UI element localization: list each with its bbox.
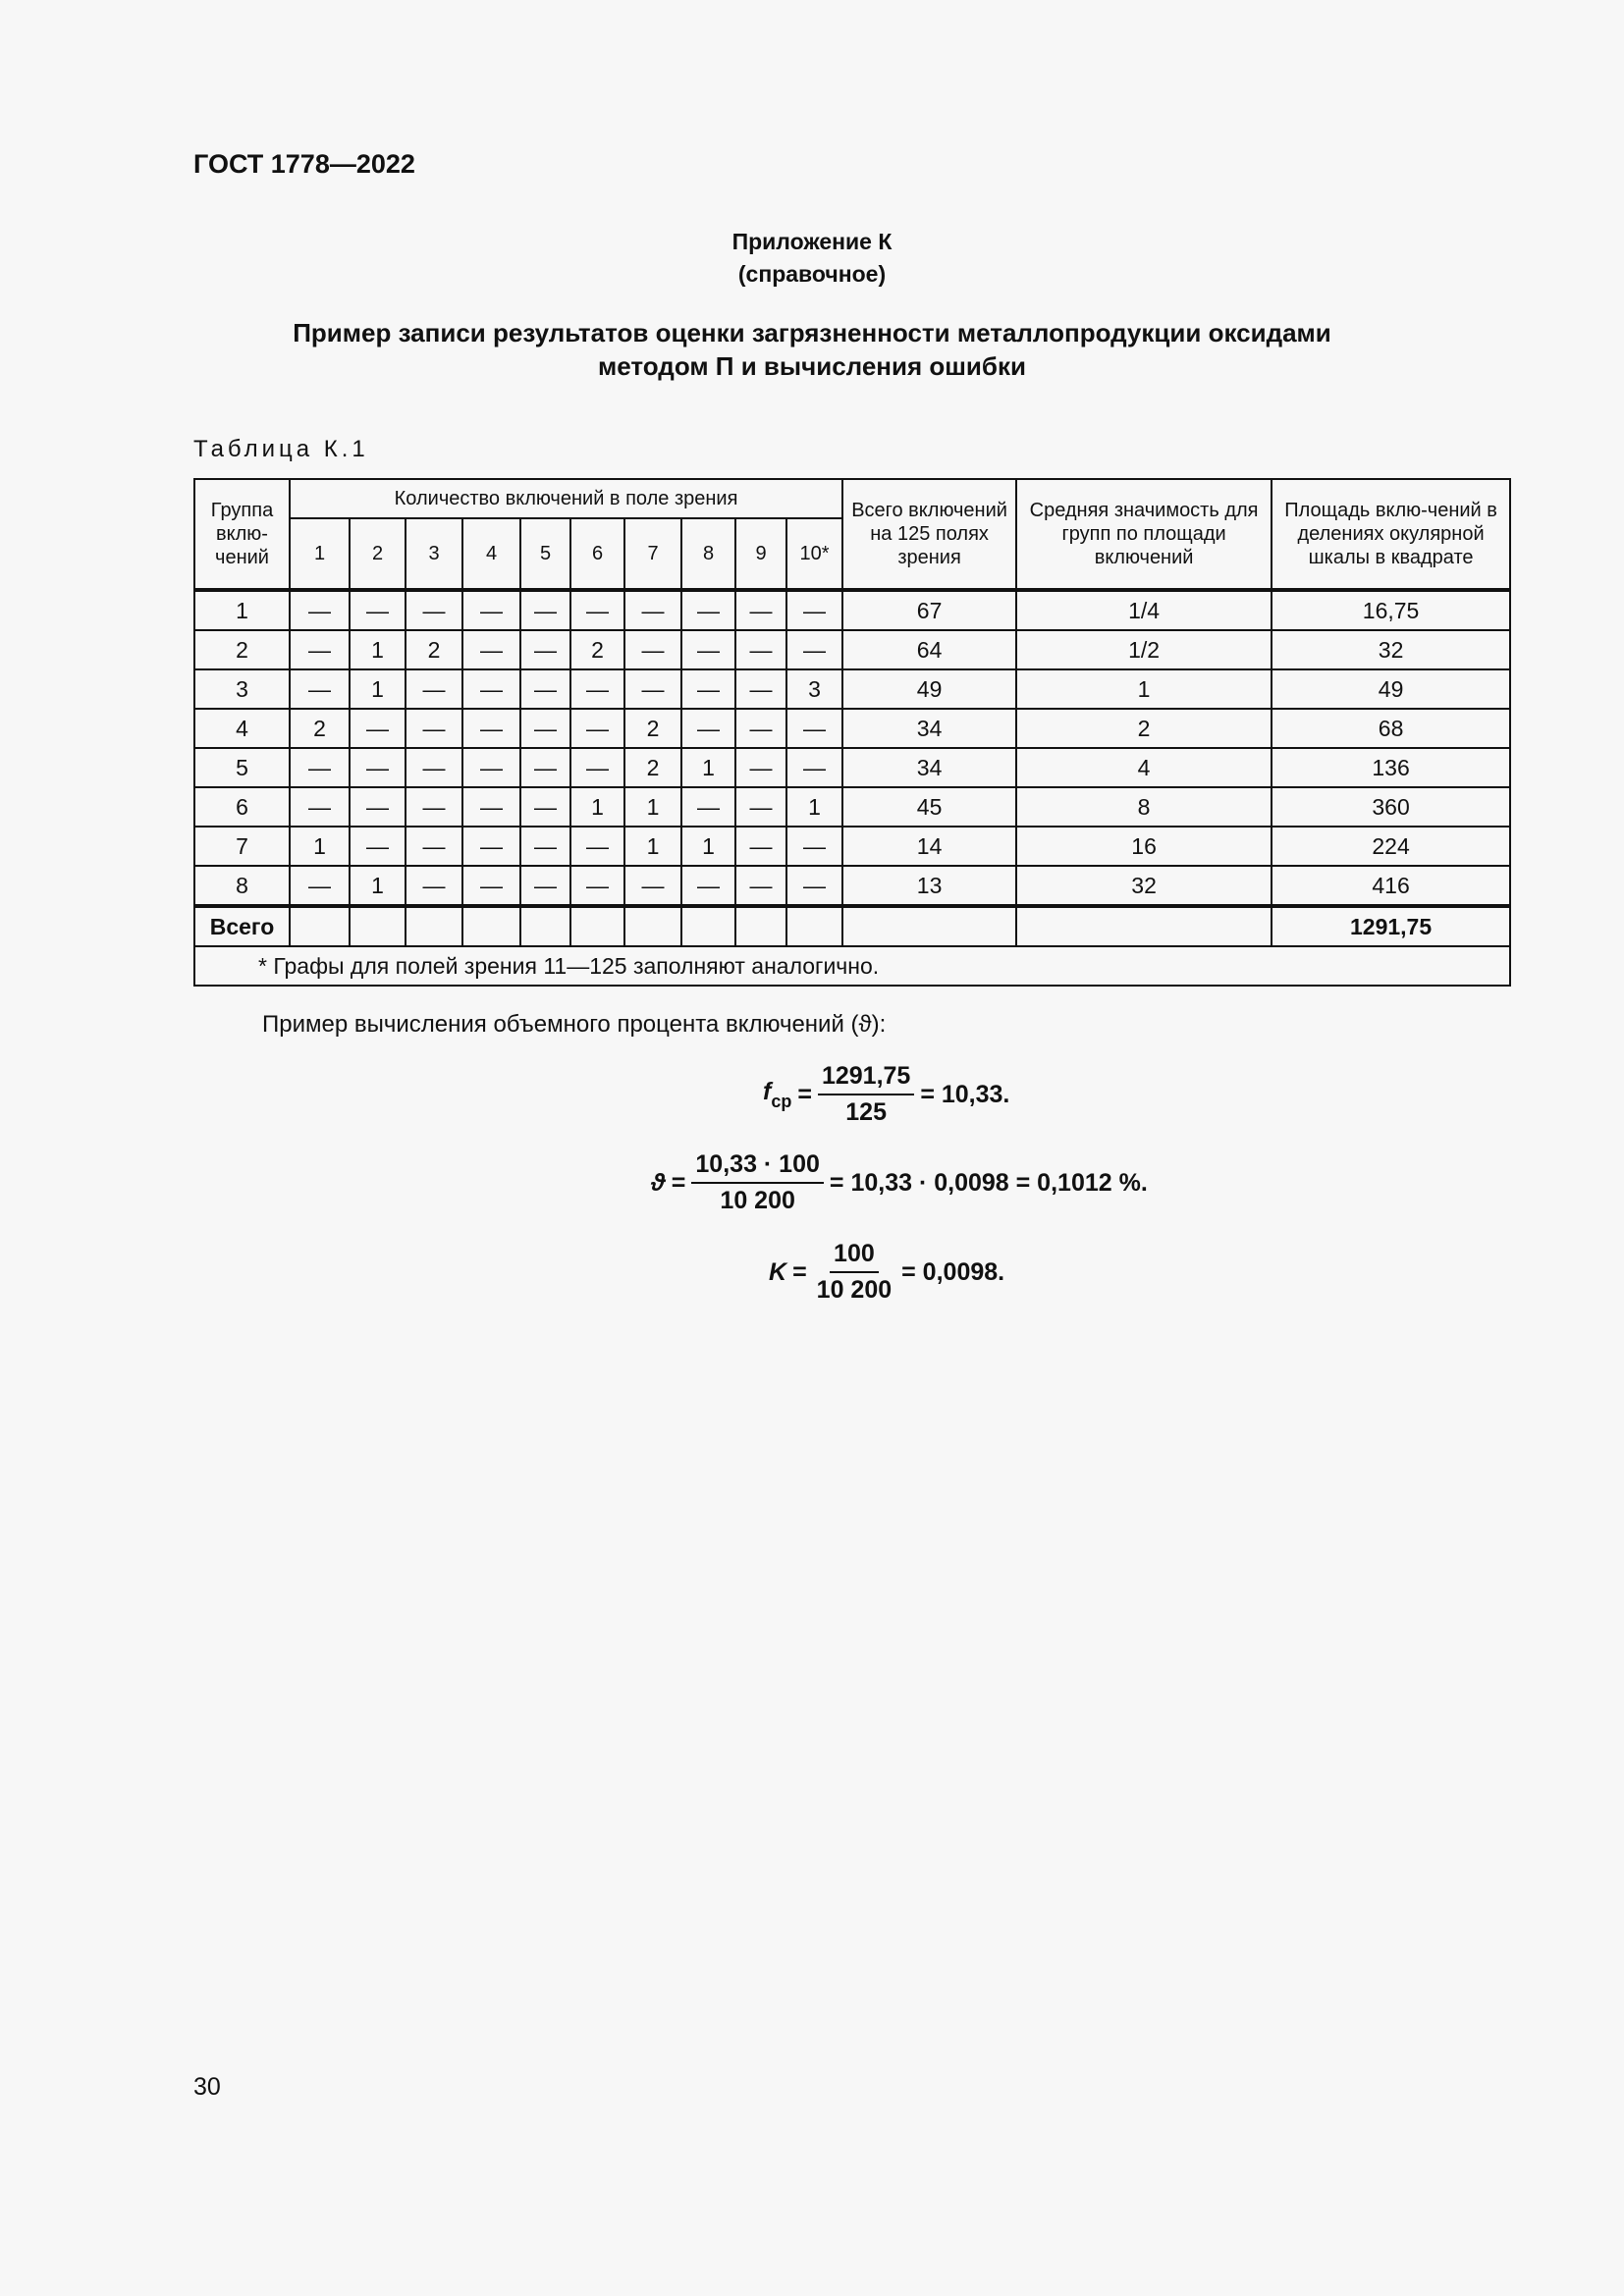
- cell-field-count: —: [406, 590, 462, 630]
- cell-group: 8: [194, 866, 290, 906]
- cell-mean: 2: [1016, 709, 1272, 748]
- cell-field-count: —: [462, 709, 520, 748]
- cell-field-count: —: [624, 669, 681, 709]
- cell-total: 67: [842, 590, 1016, 630]
- annex-subtitle: (справочное): [737, 261, 887, 287]
- empty-cell: [624, 906, 681, 946]
- cell-field-count: —: [290, 748, 350, 787]
- table-footnote: * Графы для полей зрения 11—125 заполняют аналогично.: [194, 946, 1510, 986]
- cell-area: 416: [1272, 866, 1510, 906]
- fraction-denominator: 10 200: [720, 1187, 795, 1214]
- cell-field-count: —: [786, 827, 842, 866]
- section-title-line-2: методом П и вычисления ошибки: [598, 351, 1026, 381]
- empty-cell: [1016, 906, 1272, 946]
- formula-result: = 10,33 · 0,0098 = 0,1012 %.: [829, 1168, 1148, 1197]
- cell-area: 136: [1272, 748, 1510, 787]
- cell-area: 49: [1272, 669, 1510, 709]
- cell-field-count: —: [520, 669, 570, 709]
- table-row: [194, 590, 1510, 630]
- cell-group: 4: [194, 709, 290, 748]
- cell-total: 49: [842, 669, 1016, 709]
- header-count: Количество включений в поле зрения: [290, 479, 842, 518]
- empty-cell: [570, 906, 624, 946]
- cell-field-count: —: [290, 590, 350, 630]
- table-row: [194, 709, 1510, 748]
- cell-field-count: —: [462, 590, 520, 630]
- header-field: 5: [520, 518, 570, 590]
- empty-cell: [520, 906, 570, 946]
- cell-total: 34: [842, 748, 1016, 787]
- cell-field-count: —: [520, 866, 570, 906]
- cell-field-count: —: [406, 787, 462, 827]
- header-field: 4: [462, 518, 520, 590]
- cell-field-count: —: [570, 709, 624, 748]
- cell-field-count: 1: [624, 787, 681, 827]
- cell-field-count: 1: [570, 787, 624, 827]
- cell-area: 32: [1272, 630, 1510, 669]
- cell-total: 13: [842, 866, 1016, 906]
- cell-field-count: 1: [350, 866, 406, 906]
- formula-result: = 0,0098.: [901, 1257, 1005, 1286]
- header-field: 9: [735, 518, 786, 590]
- empty-cell: [406, 906, 462, 946]
- empty-cell: [735, 906, 786, 946]
- cell-total: 14: [842, 827, 1016, 866]
- cell-field-count: —: [290, 669, 350, 709]
- total-area: 1291,75: [1272, 906, 1510, 946]
- cell-field-count: 1: [786, 787, 842, 827]
- cell-field-count: —: [462, 787, 520, 827]
- header-field: 6: [570, 518, 624, 590]
- results-table: [193, 478, 1511, 987]
- empty-cell: [462, 906, 520, 946]
- fraction-denominator: 125: [845, 1098, 887, 1126]
- cell-field-count: —: [520, 590, 570, 630]
- equals-sign: =: [671, 1168, 686, 1197]
- cell-group: 5: [194, 748, 290, 787]
- cell-field-count: —: [570, 669, 624, 709]
- cell-field-count: 2: [290, 709, 350, 748]
- formula-volume-percent: [651, 1150, 1148, 1215]
- cell-field-count: —: [735, 590, 786, 630]
- cell-mean: 1/2: [1016, 630, 1272, 669]
- cell-field-count: —: [735, 630, 786, 669]
- cell-field-count: —: [624, 866, 681, 906]
- cell-field-count: 1: [681, 827, 735, 866]
- cell-field-count: —: [462, 827, 520, 866]
- header-field: 2: [350, 518, 406, 590]
- cell-field-count: 1: [624, 827, 681, 866]
- empty-cell: [786, 906, 842, 946]
- cell-field-count: —: [786, 709, 842, 748]
- cell-field-count: 1: [350, 630, 406, 669]
- header-group: Группа вклю-чений: [194, 479, 290, 590]
- annex-heading: [0, 226, 1624, 291]
- cell-field-count: —: [520, 630, 570, 669]
- table-row: [194, 866, 1510, 906]
- cell-field-count: —: [681, 709, 735, 748]
- cell-field-count: 2: [406, 630, 462, 669]
- cell-field-count: —: [520, 709, 570, 748]
- cell-field-count: 3: [786, 669, 842, 709]
- cell-field-count: —: [520, 827, 570, 866]
- cell-field-count: —: [350, 748, 406, 787]
- cell-field-count: —: [786, 590, 842, 630]
- cell-field-count: —: [681, 669, 735, 709]
- formula-variable: ϑ: [651, 1168, 666, 1197]
- header-field: 8: [681, 518, 735, 590]
- cell-mean: 4: [1016, 748, 1272, 787]
- annex-title: Приложение К: [731, 229, 893, 254]
- table-row: [194, 827, 1510, 866]
- cell-field-count: —: [462, 748, 520, 787]
- cell-area: 224: [1272, 827, 1510, 866]
- cell-total: 45: [842, 787, 1016, 827]
- formula-variable: $f_{ср}$: [763, 1077, 792, 1111]
- cell-area: 16,75: [1272, 590, 1510, 630]
- cell-field-count: —: [786, 748, 842, 787]
- cell-field-count: —: [406, 866, 462, 906]
- calculation-intro: Пример вычисления объемного процента включений (ϑ):: [262, 1011, 887, 1038]
- cell-group: 3: [194, 669, 290, 709]
- cell-field-count: 1: [350, 669, 406, 709]
- cell-field-count: —: [735, 669, 786, 709]
- cell-field-count: —: [520, 748, 570, 787]
- header-field: 7: [624, 518, 681, 590]
- header-field: 10*: [786, 518, 842, 590]
- fraction: [691, 1150, 824, 1215]
- fraction-numerator: 10,33 · 100: [691, 1150, 824, 1184]
- empty-cell: [681, 906, 735, 946]
- cell-total: 64: [842, 630, 1016, 669]
- cell-mean: 32: [1016, 866, 1272, 906]
- cell-field-count: 1: [290, 827, 350, 866]
- page-number: 30: [193, 2073, 221, 2101]
- header-field: 1: [290, 518, 350, 590]
- cell-total: 34: [842, 709, 1016, 748]
- cell-field-count: —: [350, 827, 406, 866]
- total-row: [194, 906, 1510, 946]
- cell-group: 7: [194, 827, 290, 866]
- cell-field-count: —: [520, 787, 570, 827]
- footnote-row: [194, 946, 1510, 986]
- cell-field-count: —: [462, 866, 520, 906]
- cell-mean: 16: [1016, 827, 1272, 866]
- header-area: Площадь вклю-чений в делениях окулярной шкалы в квадрате: [1272, 479, 1510, 590]
- fraction-numerator: 100: [830, 1240, 879, 1273]
- document-code: ГОСТ 1778—2022: [193, 149, 415, 179]
- cell-field-count: —: [570, 866, 624, 906]
- fraction-denominator: 10 200: [816, 1276, 893, 1304]
- formula-f-mean: [763, 1062, 1009, 1127]
- table-body: [194, 590, 1510, 906]
- cell-field-count: —: [681, 630, 735, 669]
- cell-field-count: —: [735, 827, 786, 866]
- formula-variable: K: [769, 1257, 787, 1286]
- cell-field-count: —: [406, 748, 462, 787]
- formula-k: [769, 1240, 1004, 1305]
- cell-field-count: —: [406, 827, 462, 866]
- empty-cell: [842, 906, 1016, 946]
- cell-field-count: —: [290, 787, 350, 827]
- cell-mean: 8: [1016, 787, 1272, 827]
- header-total: Всего включений на 125 полях зрения: [842, 479, 1016, 590]
- cell-field-count: —: [570, 748, 624, 787]
- table-label: Таблица К.1: [193, 436, 369, 462]
- table-row: [194, 630, 1510, 669]
- cell-field-count: 2: [624, 748, 681, 787]
- cell-group: 6: [194, 787, 290, 827]
- cell-mean: 1: [1016, 669, 1272, 709]
- table-row: [194, 669, 1510, 709]
- cell-area: 360: [1272, 787, 1510, 827]
- cell-field-count: —: [786, 630, 842, 669]
- total-label: Всего: [194, 906, 290, 946]
- cell-field-count: —: [735, 709, 786, 748]
- equals-sign: =: [792, 1257, 807, 1286]
- empty-cell: [350, 906, 406, 946]
- fraction: [813, 1240, 895, 1305]
- cell-field-count: —: [735, 866, 786, 906]
- cell-field-count: —: [681, 590, 735, 630]
- table-row: [194, 748, 1510, 787]
- section-title: [196, 316, 1428, 383]
- cell-field-count: —: [462, 669, 520, 709]
- cell-field-count: —: [350, 590, 406, 630]
- fraction-numerator: 1291,75: [818, 1062, 914, 1095]
- cell-field-count: 2: [624, 709, 681, 748]
- cell-field-count: —: [681, 787, 735, 827]
- cell-field-count: —: [290, 630, 350, 669]
- cell-field-count: —: [462, 630, 520, 669]
- cell-field-count: 2: [570, 630, 624, 669]
- cell-area: 68: [1272, 709, 1510, 748]
- cell-field-count: —: [570, 590, 624, 630]
- cell-field-count: —: [290, 866, 350, 906]
- header-field: 3: [406, 518, 462, 590]
- cell-group: 1: [194, 590, 290, 630]
- cell-mean: 1/4: [1016, 590, 1272, 630]
- cell-field-count: —: [624, 630, 681, 669]
- formula-result: = 10,33.: [920, 1080, 1010, 1108]
- cell-field-count: 1: [681, 748, 735, 787]
- cell-field-count: —: [681, 866, 735, 906]
- equals-sign: =: [797, 1080, 812, 1108]
- cell-field-count: —: [735, 748, 786, 787]
- cell-field-count: —: [570, 827, 624, 866]
- cell-field-count: —: [350, 787, 406, 827]
- cell-field-count: —: [786, 866, 842, 906]
- cell-field-count: —: [350, 709, 406, 748]
- section-title-line-1: Пример записи результатов оценки загрязненности металлопродукции оксидами: [293, 318, 1331, 347]
- cell-field-count: —: [406, 669, 462, 709]
- cell-field-count: —: [735, 787, 786, 827]
- cell-field-count: —: [624, 590, 681, 630]
- header-mean: Средняя значимость для групп по площади включений: [1016, 479, 1272, 590]
- empty-cell: [290, 906, 350, 946]
- table-row: [194, 787, 1510, 827]
- formula-subscript: ср: [771, 1091, 792, 1111]
- cell-group: 2: [194, 630, 290, 669]
- fraction: [818, 1062, 914, 1127]
- cell-field-count: —: [406, 709, 462, 748]
